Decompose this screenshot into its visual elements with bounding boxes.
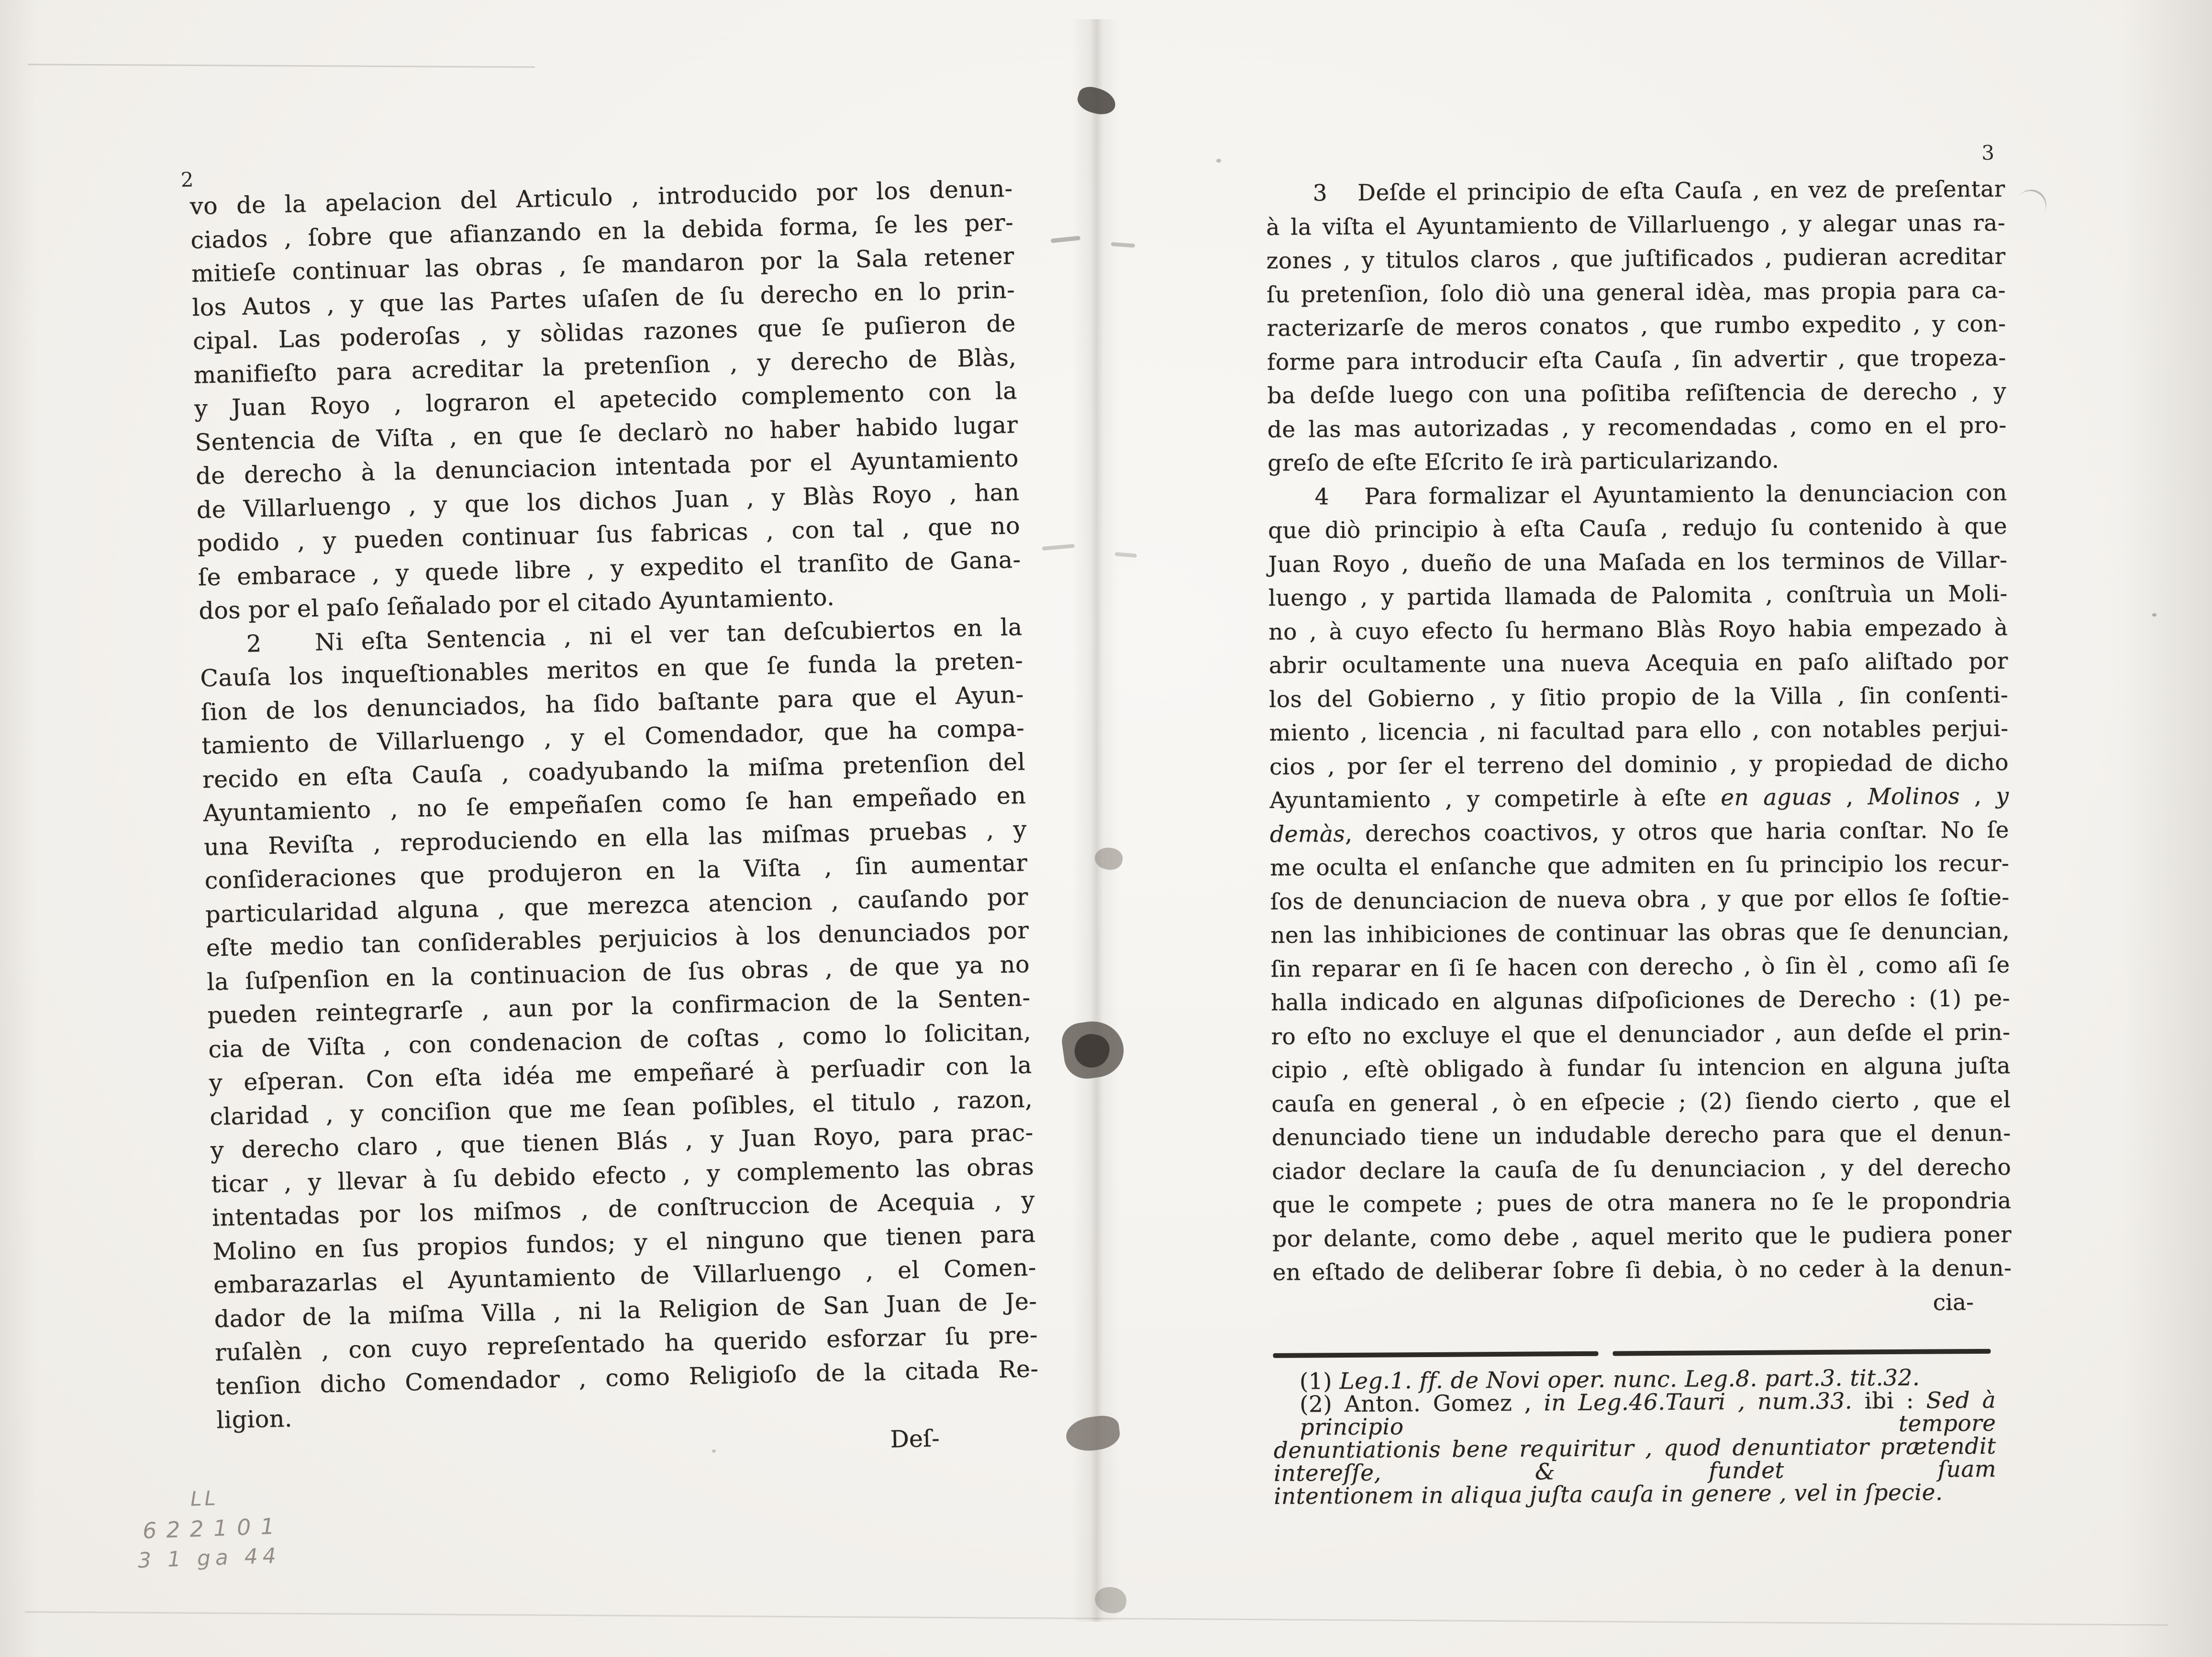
footnote-rule-segment — [1273, 1351, 1599, 1358]
text-line: me oculta el enſanche que admiten en ſu principio los recur- — [1270, 850, 2010, 881]
text-line: mitieſe continuar las obras , ſe mandaron por la Sala retener — [191, 242, 1015, 287]
text-line: tamiento de Villarluengo , y el Comendador, que ha compa- — [201, 714, 1025, 760]
text-line: pueden reintegrarſe , aun por la confirmacion de la Senten- — [207, 984, 1031, 1029]
text-line: embarazarlas el Ayuntamiento de Villarluengo , el Comen- — [213, 1253, 1037, 1299]
text-line: ligion. — [216, 1404, 293, 1434]
text-line — [1274, 1480, 1996, 1508]
text-line — [1273, 1389, 1996, 1439]
text-line: ſos de denunciacion de nueva obra , y que por ellos ſe ſoſtie- — [1270, 884, 2010, 915]
gutter-fold — [1072, 19, 1120, 1622]
text-line: eſte medio tan conſiderables perjuicios à los denunciados por — [206, 917, 1029, 962]
text-line: cipio , eſtè obligado à fundar ſu intencion en alguna juſta — [1271, 1052, 2011, 1083]
text-line: que diò principio à eſta Cauſa , redujo ſu contenido à que — [1267, 513, 2008, 544]
right-page — [1266, 134, 2012, 1510]
text-line: vo de la apelacion del Articulo , introducido por los denun- — [189, 175, 1013, 220]
text-line: por delante, como debe , aquel merito que le pudiera poner — [1272, 1221, 2012, 1252]
italic-text: en aguas — [1720, 784, 1832, 811]
text-line: denunciado tiene un indudable derecho para que el denun- — [1271, 1120, 2011, 1151]
speck — [2152, 613, 2156, 617]
text-line: ſion de los denunciados, ha ſido baſtante para que el Ayun- — [200, 680, 1024, 726]
text-line: de derecho à la denunciacion intentada por el Ayuntamiento — [195, 444, 1019, 490]
text-line: cia de Viſta , con condenacion de coſtas , como lo ſolicitan, — [208, 1017, 1032, 1063]
text-line: manifieſto para acreditar la pretenſion , y derecho de Blàs, — [193, 343, 1017, 389]
left-page — [180, 147, 1039, 1453]
ink-smudge — [1042, 544, 1075, 551]
text-line: que le compete ; pues de otra manera no ſe le propondria — [1272, 1187, 2012, 1218]
text-line: luengo , y partida llamada de Palomita , conſtruìa un Moli- — [1268, 580, 2008, 611]
text-line: en eſtado de deliberar ſobre ſi debia, ò no ceder à la denun- — [1272, 1255, 2012, 1286]
page-edge-line-top — [28, 64, 535, 68]
text-line: particularidad alguna , que merezca atencion , cauſando por — [205, 883, 1029, 928]
text-line: ba deſde luego con una poſitiba reſiſtencia de derecho , y — [1267, 378, 2007, 409]
text: (2) Anton. Gomez , — [1299, 1389, 1544, 1418]
text-line: nen las inhibiciones de continuar las obras que ſe denuncian, — [1270, 917, 2010, 949]
text-line: racterizarſe de meros conatos , que rumbo expedito , y con- — [1267, 310, 2006, 342]
paragraph-4 — [1267, 476, 2012, 1290]
text-line: à la viſta el Ayuntamiento de Villarluengo , y alegar unas ra- — [1266, 210, 2006, 241]
text-line: 4 Para formalizar el Ayuntamiento la denunciacion con — [1314, 479, 2007, 510]
paragraph-3 — [1266, 173, 2007, 481]
text-line: 3 Deſde el principio de eſta Cauſa , en vez de preſentar — [1312, 176, 2005, 207]
text: ibi : — [1852, 1387, 1926, 1414]
italic-text: demàs — [1269, 820, 1345, 848]
footnotes — [1273, 1366, 1997, 1508]
text-line: Juan Royo , dueño de una Maſada en los terminos de Villar- — [1268, 547, 2008, 578]
text-line: tenſion dicho Comendador , como Religioſo de la citada Re- — [215, 1355, 1039, 1400]
text: , — [1831, 784, 1868, 810]
text-line: dos por el paſo ſeñalado por el citado Ayuntamiento. — [198, 583, 835, 625]
text-line: y eſperan. Con eſta idéa me empeñaré à perſuadir con la — [209, 1051, 1033, 1097]
text-line: ſu pretenſion, ſolo diò una general idèa, mas propia para ca- — [1266, 277, 2006, 308]
text-line: podido , y pueden continuar ſus fabricas , con tal , que no — [197, 512, 1021, 557]
text-line: cipal. Las poderoſas , y sòlidas razones que ſe puſieron de — [192, 309, 1016, 355]
text-line: miento , licencia , ni facultad para ello , con notables perjui- — [1269, 715, 2009, 746]
paragraph-1 — [189, 172, 1022, 628]
text-line: no , à cuyo efecto ſu hermano Blàs Royo habia empezado à — [1268, 614, 2008, 645]
text-line: de Villarluengo , y que los dichos Juan , y Blàs Royo , han — [196, 478, 1020, 524]
text-line: la ſuſpenſion en la continuacion de ſus obras , de que ya no — [206, 950, 1030, 996]
italic-text: Sed à principio tempore — [1300, 1387, 1996, 1441]
text-line: forme para introducir eſta Cauſa , ſin advertir , que tropeza- — [1267, 344, 2006, 376]
text-line: recido en eſta Cauſa , coadyubando la miſma pretenſion del — [202, 748, 1026, 794]
italic-text: denuntiationis bene requiritur , quod denuntiator prætendit intereſſe, & fundet ſuam — [1273, 1433, 1997, 1487]
handwritten-note: 3 1 ga 44 — [137, 1543, 281, 1573]
italic-text: intentionem in aliqua juſta cauſa in genere , vel in ſpecie. — [1274, 1479, 1943, 1510]
text-line: ruſalèn , con cuyo repreſentado ha querido esforzar ſu pre- — [214, 1321, 1038, 1367]
handwritten-note: LL — [190, 1486, 219, 1511]
footnote-rule — [1273, 1337, 2012, 1370]
footnote-rule-segment — [1612, 1348, 1990, 1356]
italic-text: Leg.1. ff. de Novi oper. nunc. Leg.8. part.3. tit.32. — [1339, 1364, 1920, 1394]
text-line: conſideraciones que produjeron en la Viſta , ſin aumentar — [204, 849, 1028, 895]
text-line: cauſa en general , ò en eſpecie ; (2) ſiendo cierto , que el — [1271, 1086, 2011, 1117]
page-number-right: 3 — [1981, 141, 1995, 165]
right-text-column — [1266, 173, 2013, 1508]
text-line: ſin reparar en ſi ſe hacen con derecho , ò ſin èl , como aſi ſe — [1270, 951, 2010, 983]
text-line: de las mas autorizadas , y recomendadas , como en el pro- — [1267, 412, 2007, 443]
text-line: ciados , ſobre que afianzando en la debida forma, ſe les per- — [190, 208, 1014, 254]
text-line: los del Gobierno , y ſitio propio de la Villa , ſin conſenti- — [1268, 682, 2009, 713]
text-line: Ayuntamiento , no ſe empeñaſen como ſe han empeñado en — [202, 782, 1026, 827]
text: (1) — [1299, 1368, 1340, 1395]
text-line — [1274, 1435, 1997, 1485]
handwritten-note: 622101 — [142, 1513, 285, 1544]
right-edge-shading — [2121, 0, 2212, 1657]
text-line: los Autos , y que las Partes uſaſen de ſu derecho en lo prin- — [191, 276, 1015, 321]
text-line: cios , por ſer el terreno del dominio , y propiedad de dicho — [1269, 749, 2009, 780]
text-line: una Reviſta , reproduciendo en ella las miſmas pruebas , y — [203, 815, 1027, 861]
italic-text: y — [1996, 783, 2009, 809]
text-line: halla indicado en algunas diſpoſiciones de Derecho : (1) pe- — [1270, 985, 2011, 1016]
left-text-column — [189, 172, 1040, 1470]
text-line: intentadas por los miſmos , de conſtruccion de Acequia , y — [211, 1186, 1035, 1232]
text-line: greſo de eſte Eſcrito ſe irà particularizando. — [1267, 447, 1779, 476]
text-line: claridad , y conciſion que me ſean poſibles, el titulo , razon, — [209, 1085, 1033, 1131]
text-line: ciador declare la cauſa de ſu denunciacion , y del derecho — [1272, 1154, 2012, 1185]
text-line: y derecho claro , que tienen Blás , y Juan Royo, para prac- — [210, 1118, 1034, 1164]
text-line: ſe embarace , y quede libre , y expedito el tranſito de Gana- — [198, 545, 1022, 591]
paragraph-2 — [199, 610, 1040, 1437]
speck — [1216, 159, 1221, 163]
text-line: zones , y titulos claros , que juſtificados , pudieran acreditar — [1266, 243, 2006, 274]
text-line: Cauſa los inqueſtionables meritos en que ſe funda la preten- — [200, 647, 1023, 692]
italic-text: Molinos — [1867, 783, 1960, 810]
text-line: Sentencia de Viſta , en que ſe declarò no haber habido lugar — [195, 410, 1018, 456]
text: , — [1959, 783, 1996, 810]
left-edge-shading — [0, 0, 38, 1657]
italic-text: in Leg.46.Tauri , num.33. — [1544, 1388, 1853, 1416]
catchword-left: Deſ- — [889, 1424, 940, 1453]
page-number-left: 2 — [180, 167, 194, 192]
catchword-right: cia- — [1933, 1289, 1974, 1316]
text-line: dador de la miſma Villa , ni la Religion de San Juan de Je- — [214, 1287, 1037, 1333]
pencil-curve-mark — [2009, 184, 2052, 228]
text-line: abrir ocultamente una nueva Acequia en paſo aliſtado por — [1268, 648, 2008, 679]
text-line: ticar , y llevar à ſu debido efecto , y complemento las obras — [211, 1152, 1034, 1198]
text-line: 2 Ni eſta Sentencia , ni el ver tan deſcubiertos en la — [246, 613, 1023, 658]
text-line: ro eſto no excluye el que el denunciador , aun deſde el prin- — [1271, 1019, 2011, 1050]
text: Ayuntamiento , y competirle à eſte — [1269, 784, 1721, 814]
text-line — [1269, 780, 2009, 818]
text-line — [1270, 813, 2009, 851]
text: , derechos coactivos, y otros que haria conſtar. No ſe — [1345, 817, 2010, 847]
text-line: Molino en ſus propios fundos; y el ninguno que tienen para — [212, 1220, 1036, 1265]
text-line: y Juan Royo , lograron el apetecido complemento con la — [194, 377, 1018, 422]
